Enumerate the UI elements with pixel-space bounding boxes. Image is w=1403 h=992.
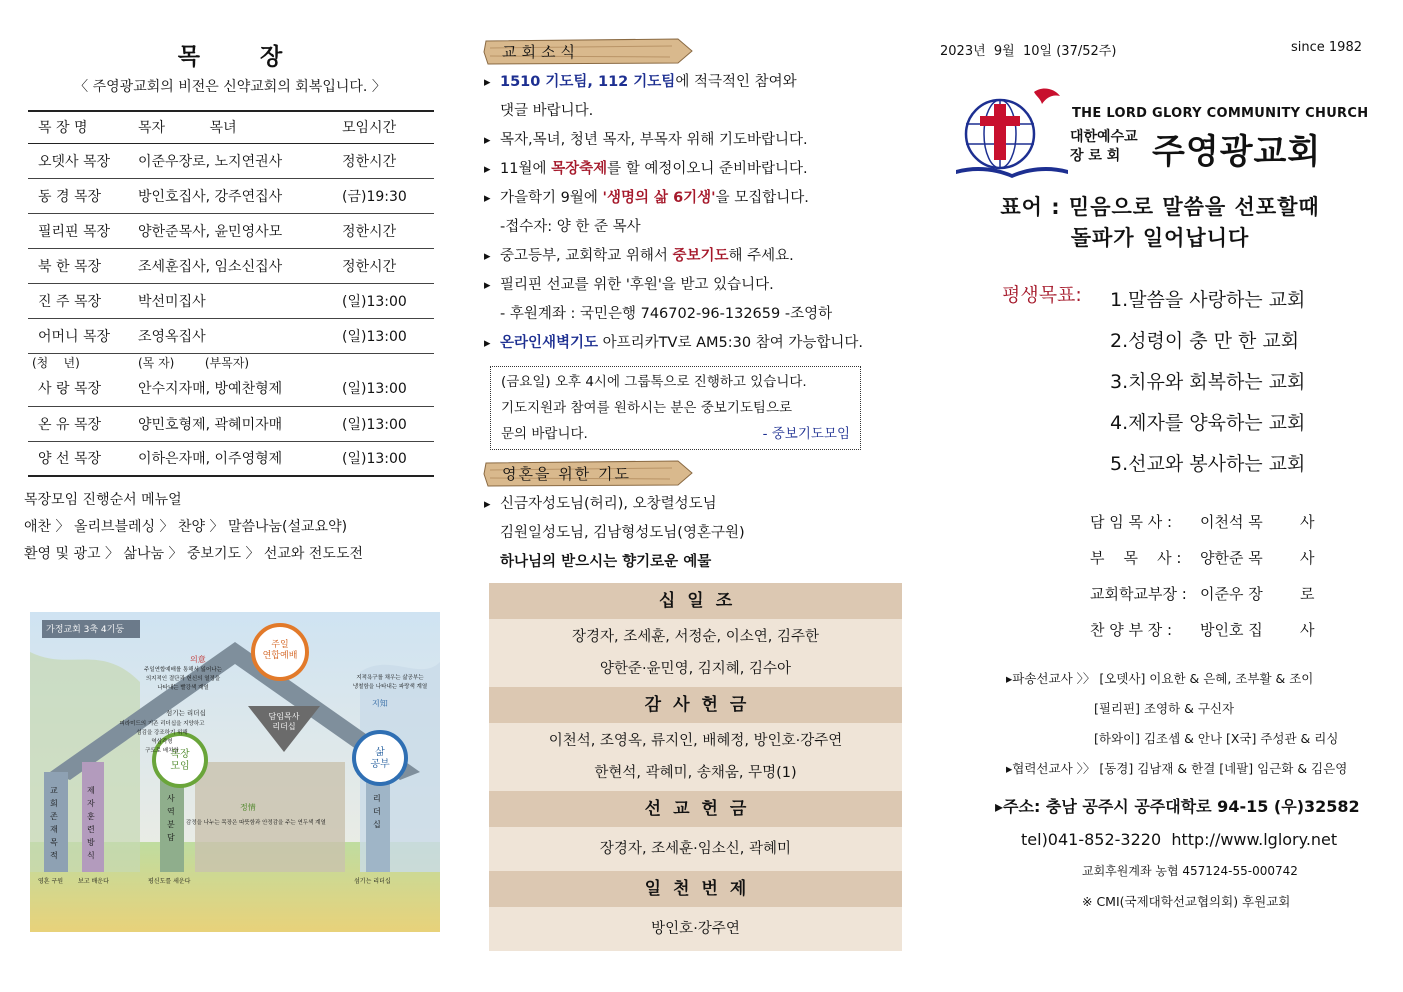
list-item: 5.선교와 봉사하는 교회 — [1110, 453, 1306, 475]
illus-pillar-3: 사역분담 — [167, 794, 175, 842]
list-item: ▸ 11월에 목장축제를 할 예정이오니 준비바랍니다. — [482, 155, 906, 184]
row-leaders: 이준우장로, 노지연권사 — [138, 143, 342, 178]
offerings — [489, 583, 902, 951]
row-time: (일)13:00 — [342, 441, 434, 476]
table-row — [28, 178, 434, 213]
house-wall — [195, 762, 345, 872]
row-name: 북 한 목장 — [28, 248, 138, 283]
prayer-banner-title: 영혼을 위한 기도 — [502, 465, 631, 483]
row-name: 필리핀 목장 — [28, 213, 138, 248]
news-list: ▸ 1510 기도팀, 112 기도팀에 적극적인 참여와 댓글 바랍니다. ▸ 목자,목녀, 청년 목자, 부목자 위해 기도바랍니다. ▸ 11월에 목장축제를 할 예정이오니 준비바랍니다. ▸ 가을학기 9월에 '생명의 삶 6기생'을 모집합니다. -접수자: 양 한 준 목사 ▸ 중고등부, 교회학교 위해서 중보기도해 주세요. ▸ 필리핀 선교를 위한 '후원'을 받고 있습니다. - 후원계좌 : 국민은행 746702-96-132659 -조영하 ▸ 온라인새벽기도 아프리카TV로 AM5:30 참여 가능합니다. — [482, 68, 906, 358]
table-row — [28, 283, 434, 318]
row-leaders: 조세훈집사, 임소신집사 — [138, 248, 342, 283]
support-account: 교회후원계좌 농협 457124-55-000742 — [1082, 864, 1298, 878]
row-time: (일)13:00 — [342, 318, 434, 353]
table-row — [28, 213, 434, 248]
youth-label: (청 년) — [32, 355, 80, 370]
row-leaders: 양한준목사, 윤민영사모 — [138, 213, 342, 248]
row-name: 온 유 목장 — [28, 406, 138, 441]
intercession-box: (금요일) 오후 4시에 그룹톡으로 진행하고 있습니다. 기도지원과 참여를 원하시는 분은 중보기도팀으로 문의 바랍니다. - 중보기도모임 — [490, 366, 861, 450]
header-leaders: 목자 목녀 — [138, 111, 342, 143]
illus-circle-study: 삶 공부 — [370, 747, 390, 770]
list-item: ▸ 온라인새벽기도 아프리카TV로 AM5:30 참여 가능합니다. — [482, 329, 906, 358]
house-church-illustration — [30, 612, 440, 932]
row-name: 동 경 목장 — [28, 178, 138, 213]
header-time: 모임시간 — [342, 111, 434, 143]
illus-pillar-2: 제자훈련방식 — [87, 786, 95, 860]
church-vision: 〈 주영광교회의 비전은 신약교회의 회복입니다. 〉 — [74, 79, 386, 95]
list-item: ▸ 목자,목녀, 청년 목자, 부목자 위해 기도바랍니다. — [482, 126, 906, 155]
staff-row: 부 목 사 : 양한준 목 사 — [1090, 549, 1315, 567]
row-leaders: 방인호집사, 강주연집사 — [138, 178, 342, 213]
illus-base-2: 보고 배운다 — [78, 878, 109, 885]
table-row — [28, 318, 434, 353]
ilcheon-heading: 일천번제 — [489, 871, 902, 907]
list-item: ▸ 신금자성도님(허리), 오창렬성도님 — [482, 490, 906, 519]
tithe-names: 장경자, 조세훈, 서정순, 이소연, 김주한 양한준·윤민영, 김지혜, 김수아 — [489, 619, 902, 687]
mokjang-table — [28, 110, 434, 477]
news-section — [482, 36, 906, 951]
thanks-heading: 감사헌금 — [489, 687, 902, 723]
row-time: (일)13:00 — [342, 406, 434, 441]
church-name: 주영광교회 — [1152, 132, 1322, 172]
row-time: 정한시간 — [342, 248, 434, 283]
list-item: ▸ 1510 기도팀, 112 기도팀에 적극적인 참여와 — [482, 68, 906, 97]
staff-row: 교회학교부장 : 이준우 장 로 — [1090, 585, 1315, 603]
row-name: 사 랑 목장 — [28, 371, 138, 406]
row-name: 오뎃사 목장 — [28, 143, 138, 178]
cover-section — [940, 40, 1380, 917]
church-address: ▸주소: 충남 공주시 공주대학로 94-15 (우)32582 — [995, 797, 1360, 816]
prayer-list: ▸ 신금자성도님(허리), 오창렬성도님 김원일성도님, 김남형성도님(영혼구원) 하나님의 받으시는 향기로운 예물 — [482, 490, 906, 577]
illus-jeong: 정情 — [240, 803, 256, 812]
bulletin-date: 2023년 9월 10일 (37/52주) — [940, 44, 1117, 59]
prayer-banner — [482, 458, 694, 488]
row-time: 정한시간 — [342, 143, 434, 178]
row-name: 어머니 목장 — [28, 318, 138, 353]
intercession-sign: - 중보기도모임 — [762, 426, 850, 442]
mokjang-title: 목 장 — [177, 44, 309, 70]
mission-heading: 선교헌금 — [489, 791, 902, 827]
lifetime-goals — [940, 280, 1380, 492]
since-year: since 1982 — [1291, 40, 1362, 55]
row-leaders: 박선미집사 — [138, 283, 342, 318]
tithe-heading: 십일조 — [489, 583, 902, 619]
missionaries: ▸파송선교사 〉〉 [오뎃사] 이요한 & 은혜, 조부활 & 조이 [필리핀] 조영하 & 구신자 [하와이] 김조셉 & 안나 [X국] 주성관 & 리싱 ▸협력선교사 〉〉 [동경] 김남재 & 한결 [네팔] 임근화 & 김은영 — [1006, 671, 1348, 776]
illus-base-4: 섬기는 리더십 — [354, 878, 391, 885]
list-item: 4.제자를 양육하는 교회 — [1110, 412, 1306, 434]
illus-desc-right: 지적욕구를 채우는 삶공부는 냉철함을 나타내는 파랑색 계열 — [352, 675, 428, 690]
manual-line-1: 애찬 〉 올리브블레싱 〉 찬양 〉 말씀나눔(설교요약) — [24, 519, 348, 535]
illus-pillar-1: 교회존재목적 — [50, 786, 58, 860]
youth-subheader — [28, 353, 434, 371]
church-logo — [940, 88, 1380, 188]
youth-roles: (목 자) (부목자) — [138, 355, 250, 370]
list-item: ▸ 필리핀 선교를 위한 '후원'을 받고 있습니다. — [482, 271, 906, 300]
list-item: ▸ 중고등부, 교회학교 위해서 중보기도해 주세요. — [482, 242, 906, 271]
date-line — [940, 40, 1380, 66]
goals-list — [1110, 280, 1305, 485]
church-tel-web: tel)041-852-3220 http://www.lglory.net — [1021, 830, 1338, 849]
illus-circle-worship: 주일 연합예배 — [262, 640, 298, 661]
illus-lead: 섬기는 리더십 — [166, 709, 206, 717]
thanks-names: 이천석, 조영옥, 류지인, 배혜정, 방인호·강주연 한현석, 곽혜미, 송채움, 무명(1) — [489, 723, 902, 791]
news-banner-title: 교회소식 — [502, 43, 580, 61]
illus-base-1: 영혼 구원 — [38, 878, 64, 885]
row-leaders: 이하은자매, 이주영형제 — [138, 441, 342, 476]
row-time: (금)19:30 — [342, 178, 434, 213]
staff-row: 담 임 목 사 : 이천석 목 사 — [1090, 513, 1315, 531]
illus-triangle: 담임목사 리더십 — [268, 712, 300, 731]
row-leaders: 안수지자매, 방예찬형제 — [138, 371, 342, 406]
row-time: 정한시간 — [342, 213, 434, 248]
table-row — [28, 441, 434, 476]
illus-tag: 가정교회 3축 4기둥 — [46, 625, 125, 635]
row-leaders: 조영옥집사 — [138, 318, 342, 353]
illus-ji: 지知 — [372, 699, 388, 708]
mokjang-section — [24, 38, 436, 568]
illus-base-3: 평신도를 세운다 — [148, 878, 191, 885]
table-header — [28, 111, 434, 143]
cmi-note: ※ CMI(국제대학선교협의회) 후원교회 — [1082, 894, 1291, 909]
table-row — [28, 371, 434, 406]
list-item: 2.성령이 충 만 한 교회 — [1110, 330, 1300, 352]
row-leaders: 양민호형제, 곽혜미자매 — [138, 406, 342, 441]
globe-cross-icon — [954, 84, 1070, 184]
staff-list — [1090, 504, 1380, 648]
header-name: 목 장 명 — [28, 111, 138, 143]
list-item: ▸ 가을학기 9월에 '생명의 삶 6기생'을 모집합니다. — [482, 184, 906, 213]
church-eng-name: THE LORD GLORY COMMUNITY CHURCH — [1072, 106, 1369, 121]
church-contact — [995, 790, 1380, 856]
row-name: 양 선 목장 — [28, 441, 138, 476]
goals-label: 평생목표: — [1002, 284, 1082, 306]
church-motto: 표어 : 믿음으로 말씀을 선포할때 돌파가 일어납니다 — [1000, 195, 1320, 250]
manual-title: 목장모임 진행순서 메뉴얼 — [24, 492, 182, 508]
table-row — [28, 248, 434, 283]
table-row — [28, 406, 434, 441]
illus-desc-top: 주일연합예배를 통해서 잃어나는 의지적인 결단과 헌신의 열정을 나타내는 빨강색 계열 — [144, 667, 222, 691]
row-name: 진 주 목장 — [28, 283, 138, 318]
church-denomination: 대한예수교 장 로 회 — [1070, 129, 1138, 164]
mission-names: 장경자, 조세훈·임소신, 곽혜미 — [489, 827, 902, 871]
list-item: 1.말씀을 사랑하는 교회 — [1110, 289, 1306, 311]
news-banner — [482, 36, 694, 66]
illus-ui: 의意 — [190, 655, 206, 664]
illus-circle-mokjang: 목장 모임 — [170, 749, 190, 772]
row-time: (일)13:00 — [342, 283, 434, 318]
illus-pyramid: 피라미드의 기존 리더십을 지양하고 섬김을 강조하기 위해 역삼각형 구도로 배치함 — [119, 721, 205, 754]
ilcheon-names: 방인호·강주연 — [489, 907, 902, 951]
table-row — [28, 143, 434, 178]
list-item: 3.치유와 회복하는 교회 — [1110, 371, 1306, 393]
manual-line-2: 환영 및 광고 〉 삶나눔 〉 중보기도 〉 선교와 전도도전 — [24, 546, 364, 562]
mokjang-manual — [24, 487, 436, 568]
illus-bottom-desc: 감정을 나누는 목장은 따뜻함과 안정감을 주는 연두색 계열 — [186, 820, 326, 826]
illus-pillar-4: 리더십 — [373, 794, 381, 829]
row-time: (일)13:00 — [342, 371, 434, 406]
staff-row: 찬 양 부 장 : 방인호 집 사 — [1090, 621, 1315, 639]
